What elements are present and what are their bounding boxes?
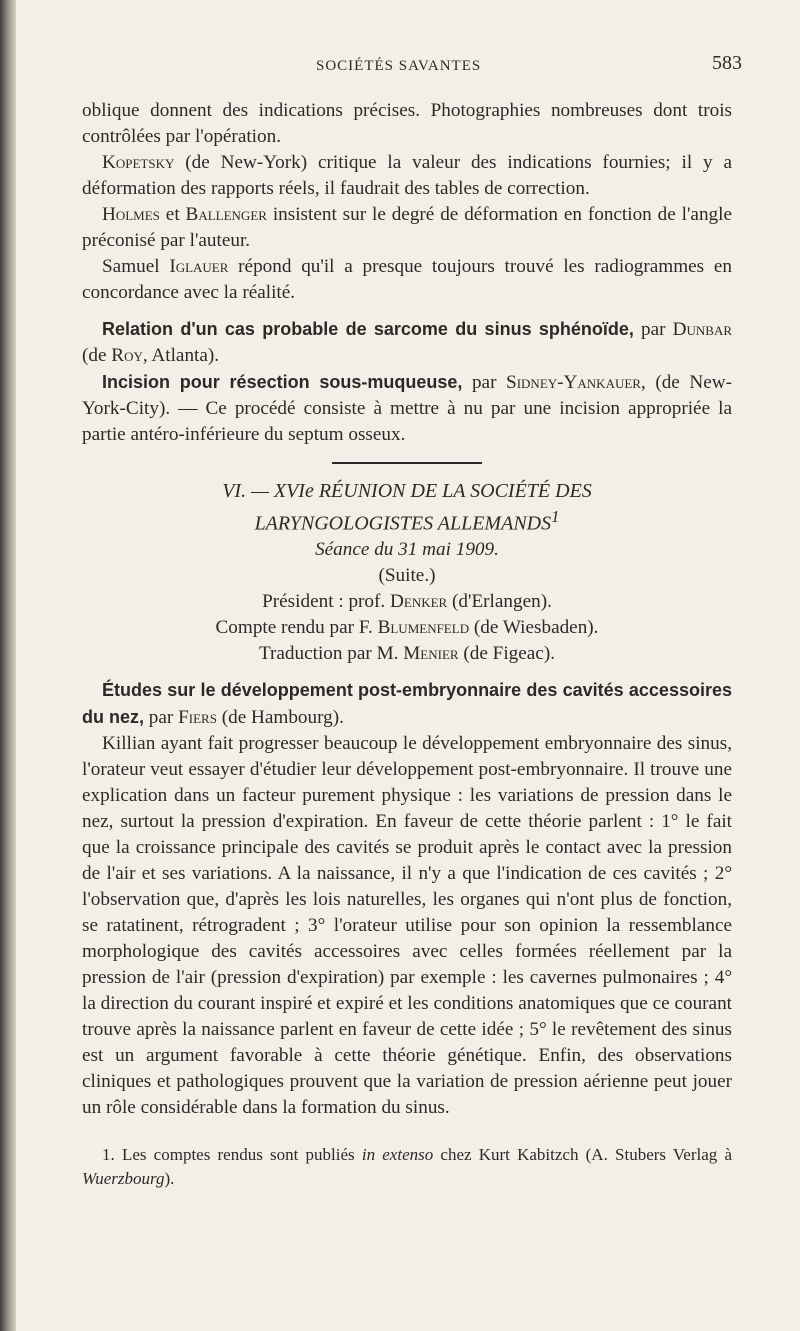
traduction-line: Traduction par M. Menier (de Figeac). xyxy=(258,642,556,664)
spacer xyxy=(82,1121,732,1143)
author-name: Kopetsky xyxy=(102,152,175,173)
paragraph-sarcome: Relation d'un cas probable de sarcome du sinus sphénoïde, par Dunbar (de Roy, Atlanta). xyxy=(82,319,733,366)
section-title-line1: VI. — XVIe RÉUNION DE LA SOCIÉTÉ DES xyxy=(222,480,592,502)
article-heading: Incision pour résection sous-muqueuse, xyxy=(102,372,463,392)
author-name: Dunbar xyxy=(672,319,733,340)
article-heading-line: Études sur le développement post-embryonnaire des cavités accessoires du nez, par Fiers (de Hambourg). xyxy=(82,679,732,728)
footnote: 1. Les comptes rendus sont publiés in extenso chez Kurt Kabitzch (A. Stubers Verlag à Wuerzbourg). xyxy=(82,1144,732,1188)
author-name: Menier xyxy=(403,642,459,664)
page-body xyxy=(82,98,732,1191)
author-name: Denker xyxy=(390,590,448,612)
spacer xyxy=(82,306,732,316)
paragraph-continuation: oblique donnent des indications précises. Photographies nombreuses dont trois contrôlées par l'opération. xyxy=(82,100,732,147)
running-header xyxy=(76,50,766,80)
compte-rendu-line: Compte rendu par F. Blumenfeld (de Wiesbaden). xyxy=(215,616,599,638)
article-heading: Relation d'un cas probable de sarcome du sinus sphénoïde, xyxy=(102,319,634,339)
author-name: Sidney-Yankauer xyxy=(506,372,641,393)
suite-label: (Suite.) xyxy=(378,564,436,586)
author-name: Iglauer xyxy=(169,256,229,277)
spacer xyxy=(82,667,732,677)
footnote-marker: 1 xyxy=(551,507,560,526)
paragraph-iglauer: Samuel Iglauer répond qu'il a presque toujours trouvé les radiogrammes en concordance avec la réalité. xyxy=(82,256,732,303)
president-line: Président : prof. Denker (d'Erlangen). xyxy=(262,590,552,612)
paragraph-incision: Incision pour résection sous-muqueuse, par Sidney-Yankauer, (de New-York-City). — Ce procédé consiste à mettre à nu par une incision appropriée la partie antéro-inférieure du septum osseux. xyxy=(82,372,733,445)
article-body: Killian ayant fait progresser beaucoup le développement embryonnaire des sinus, l'orateur veut essayer d'étudier leur développement post-embryonnaire. Il trouve une explication dans un facteur purement physique : les variations de pression dans le nez, surtout la pression d'expiration. En faveur de cette théorie parlent : 1° le fait que la croissance principale des cavités se produit après le contact avec la pression de l'air et ses variations. A la naissance, il n'y a que l'indication de ces cavités ; 2° l'observation que, d'après les lois naturelles, les organes qui n'ont plus de fonction, se ratatinent, rétrogradent ; 3° l'orateur utilise pour son opinion la ressemblance morphologique des cavités accessoires avec celles formées réellement par la pression de l'air (pression d'expiration) par exemple : les cavernes pulmonaires ; 4° la direction du courant inspiré et expiré et les conditions anatomiques que ce courant trouve après la naissance parlent en faveur de cette idée ; 5° le revêtement des sinus est un argument favorable à cette théorie génétique. Enfin, des observations cliniques et pathologiques prouvent que la variation de pression aérienne peut jouer un rôle considérable dans la formation du sinus. xyxy=(82,732,732,1118)
page-number: 583 xyxy=(712,52,742,74)
paragraph-holmes-ballenger: Holmes et Ballenger insistent sur le degré de déformation en fonction de l'angle préconisé par l'auteur. xyxy=(82,204,732,251)
book-spine-shadow xyxy=(0,0,16,1331)
author-name: Ballenger xyxy=(185,204,267,225)
author-name: Roy xyxy=(111,345,143,366)
session-date: Séance du 31 mai 1909. xyxy=(315,538,499,560)
author-name: Holmes xyxy=(102,204,160,225)
author-name: Fiers xyxy=(178,706,217,728)
section-divider xyxy=(332,462,482,464)
section-title-line2: LARYNGOLOGISTES ALLEMANDS$^1$ xyxy=(254,507,560,535)
author-name: Blumenfeld xyxy=(377,616,470,638)
running-title: SOCIÉTÉS SAVANTES xyxy=(316,58,482,74)
book-page xyxy=(16,0,800,1331)
paragraph-kopetsky: Kopetsky (de New-York) critique la valeur des indications fournies; il y a déformation des rapports réels, il faudrait des tables de correction. xyxy=(82,152,732,199)
article-heading: Études sur le développement post-embryonnaire des cavités accessoires du nez, xyxy=(82,679,732,727)
